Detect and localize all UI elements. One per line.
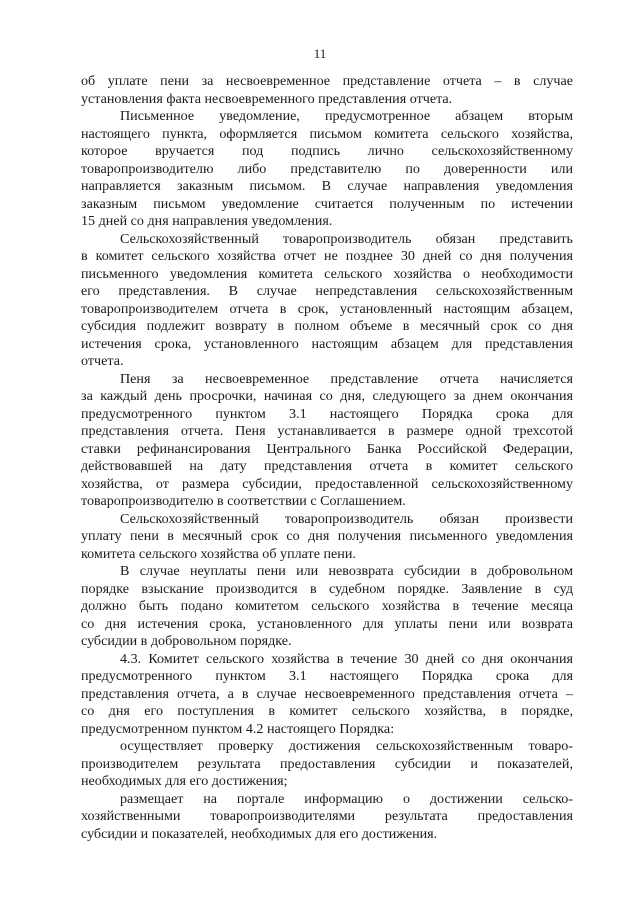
text-line: товаропроизводителем отчета в срок, установленный настоящим абзацем,: [81, 300, 573, 317]
text-line: 15 дней со дня направления уведомления.: [81, 213, 333, 229]
text-line: комитета сельского хозяйства об уплате пени.: [81, 545, 356, 562]
text-line: направляется заказным письмом. В случае направления уведомления: [81, 178, 573, 194]
text-line: должно быть подано комитетом сельского хозяйства в течение месяца: [81, 598, 573, 614]
text-line: товаропроизводителю в соответствии с Соглашением.: [81, 493, 406, 509]
text-line: хозяйственными товаропроизводителями результата предоставления: [81, 808, 573, 824]
text-line: об уплате пени за несвоевременное представление отчета – в случае: [81, 73, 573, 89]
text-line: Сельскохозяйственный товаропроизводитель обязан произвести: [120, 510, 573, 527]
text-line: порядке взыскание производится в судебном порядке. Заявление в суд: [81, 580, 573, 597]
text-line: Сельскохозяйственный товаропроизводитель обязан представить: [120, 230, 573, 247]
text-line: предусмотренном пунктом 4.2 настоящего Порядка:: [81, 720, 395, 737]
text-line: предусмотренного пунктом 3.1 настоящего Порядка срока для: [81, 668, 573, 684]
text-line: за каждый день просрочки, начиная со дня, следующего за днем окончания: [81, 388, 573, 404]
text-line: которое вручается под подпись лично сельскохозяйственному: [81, 143, 573, 159]
text-line: размещает на портале информацию о достижении сельско-: [120, 790, 573, 807]
text-line: хозяйства, от размера субсидии, предоставленной сельскохозяйственному: [81, 475, 573, 492]
text-line: уплату пени в месячный срок со дня получения письменного уведомления: [81, 528, 573, 544]
text-line: действовавшей на дату представления отчета в комитет сельского: [81, 458, 573, 474]
text-line: представления отчета, а в случае несвоевременного представления отчета –: [81, 685, 573, 702]
document-body: [81, 73, 573, 843]
text-line: истечения срока, установленного настоящим абзацем для представления: [81, 335, 573, 352]
text-line: заказным письмом уведомление считается полученным по истечении: [81, 195, 573, 212]
page-number: 11: [313, 46, 327, 61]
text-line: Письменное уведомление, предусмотренное абзацем вторым: [120, 108, 573, 124]
text-line: ставки рефинансирования Центрального Банка Российской Федерации,: [81, 440, 573, 457]
text-line: субсидии в добровольном порядке.: [81, 633, 292, 649]
text-line: субсидии и показателей, необходимых для его достижения.: [81, 825, 438, 842]
text-line: со дня истечения срока, установленного для уплаты пени или возврата: [81, 615, 573, 632]
text-line: письменного уведомления комитета сельского хозяйства о необходимости: [81, 265, 573, 282]
text-line: его представления. В случае непредставления сельскохозяйственным: [81, 283, 573, 299]
text-line: субсидия подлежит возврату в полном объеме в месячный срок со дня: [81, 318, 573, 334]
text-line: установления факта несвоевременного представления отчета.: [81, 90, 453, 107]
text-line: 4.3. Комитет сельского хозяйства в течение 30 дней со дня окончания: [120, 650, 573, 667]
text-line: осуществляет проверку достижения сельскохозяйственным товаро-: [120, 738, 573, 754]
text-line: товаропроизводителю либо представителю по доверенности или: [81, 160, 573, 177]
text-line: необходимых для его достижения;: [81, 773, 288, 789]
text-line: настоящего пункта, оформляется письмом комитета сельского хозяйства,: [81, 125, 573, 142]
text-line: Пеня за несвоевременное представление отчета начисляется: [120, 370, 573, 387]
text-line: В случае неуплаты пени или невозврата субсидии в добровольном: [120, 563, 573, 579]
text-line: со дня его поступления в комитет сельского хозяйства, в порядке,: [81, 703, 573, 719]
text-line: в комитет сельского хозяйства отчет не позднее 30 дней со дня получения: [81, 248, 573, 264]
text-line: предусмотренного пунктом 3.1 настоящего Порядка срока для: [81, 405, 573, 422]
text-line: отчета.: [81, 353, 124, 369]
text-line: представления отчета. Пеня устанавливается в размере одной трехсотой: [81, 423, 573, 439]
text-line: производителем результата предоставления субсидии и показателей,: [81, 755, 573, 772]
